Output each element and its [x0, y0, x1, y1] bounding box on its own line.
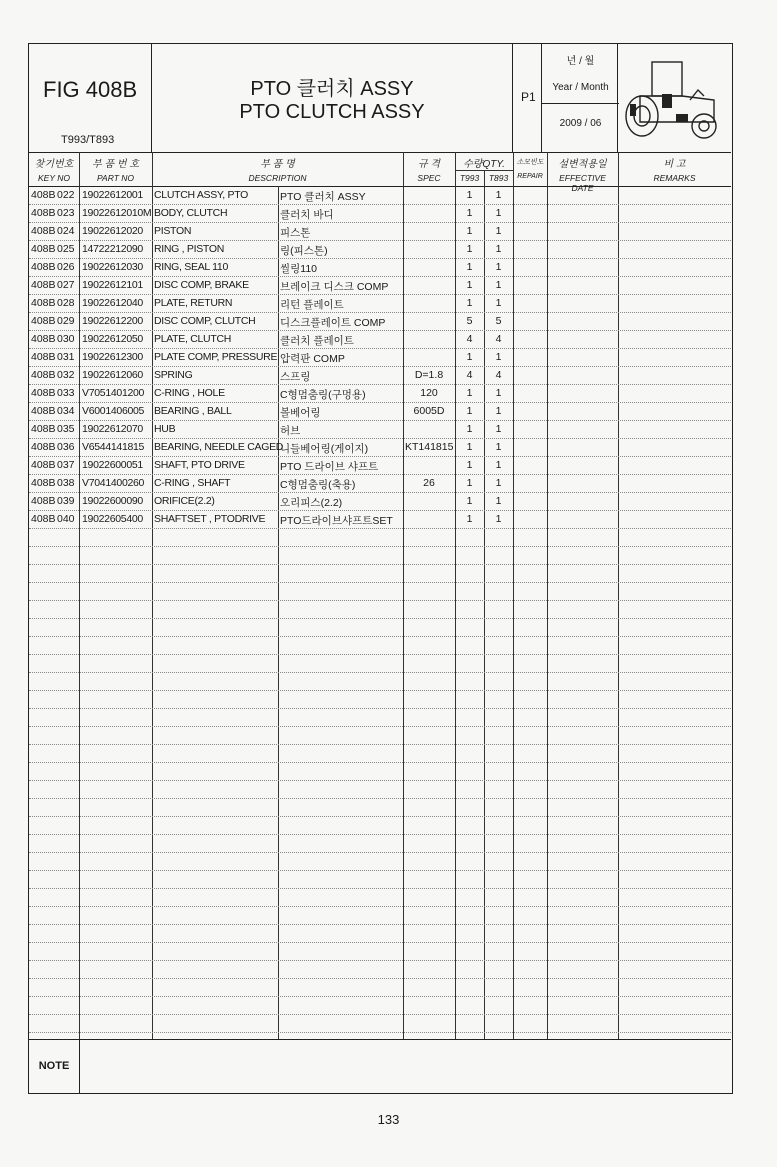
row-rule	[29, 1032, 731, 1033]
cell-key: 022	[57, 189, 75, 201]
cell-key: 036	[57, 441, 75, 453]
col-effective	[547, 152, 618, 193]
cell-fig: 408B	[31, 387, 56, 399]
cell-fig: 408B	[31, 495, 56, 507]
cell-desc: PLATE COMP, PRESSURE	[154, 351, 278, 363]
cell-q1: 1	[466, 297, 473, 309]
parts-sheet	[28, 43, 733, 1094]
cell-q1: 1	[466, 459, 473, 471]
row-rule	[29, 636, 731, 637]
row-rule	[29, 654, 731, 655]
cell-part: V6544141815	[82, 441, 145, 453]
row-rule	[29, 726, 731, 727]
date-value: 2009 / 06	[559, 118, 602, 129]
cell-desc-ko: 볼베어링	[280, 407, 321, 419]
cell-desc-ko: 리턴 플레이트	[280, 299, 344, 311]
column-headers	[29, 152, 731, 193]
cell-q1: 1	[466, 405, 473, 417]
table-row	[29, 402, 731, 420]
cell-desc: DISC COMP, BRAKE	[154, 279, 249, 291]
cell-key: 030	[57, 333, 75, 345]
cell-q1: 1	[466, 423, 473, 435]
cell-q2: 1	[495, 297, 502, 309]
row-rule	[29, 798, 731, 799]
cell-key: 033	[57, 387, 75, 399]
row-rule	[29, 618, 731, 619]
col-key	[29, 152, 79, 186]
cell-q2: 1	[495, 459, 502, 471]
row-rule	[29, 744, 731, 745]
cell-q1: 1	[466, 351, 473, 363]
cell-desc: RING , PISTON	[154, 243, 225, 255]
cell-q2: 1	[495, 387, 502, 399]
cell-desc: ORIFICE(2.2)	[154, 495, 215, 507]
table-row	[29, 510, 731, 528]
cell-key: 023	[57, 207, 75, 219]
cell-q2: 1	[495, 189, 502, 201]
cell-part: 19022612060	[82, 369, 143, 381]
cell-desc-ko: 클러치 플레이트	[280, 335, 354, 347]
cell-q1: 1	[466, 207, 473, 219]
row-rule	[29, 1014, 731, 1015]
cell-desc: SHAFT, PTO DRIVE	[154, 459, 245, 471]
cell-part: 19022600090	[82, 495, 143, 507]
table-row	[29, 456, 731, 474]
col-qty-t993: T993	[459, 173, 480, 183]
col-qty-t893: T893	[488, 173, 509, 183]
cell-fig: 408B	[31, 441, 56, 453]
cell-key: 029	[57, 315, 75, 327]
table-row	[29, 240, 731, 258]
cell-q1: 1	[466, 189, 473, 201]
cell-part: 19022605400	[82, 513, 143, 525]
cell-desc: PLATE, CLUTCH	[154, 333, 232, 345]
table-row	[29, 276, 731, 294]
page-date-box	[513, 44, 618, 152]
cell-desc: CLUTCH ASSY, PTO	[154, 189, 249, 201]
col-repair	[513, 152, 547, 186]
cell-desc-ko: PTO 클러치 ASSY	[280, 191, 366, 203]
cell-fig: 408B	[31, 207, 56, 219]
cell-desc: PLATE, RETURN	[154, 297, 233, 309]
table-row	[29, 222, 731, 240]
cell-q2: 1	[495, 207, 502, 219]
table-row	[29, 420, 731, 438]
col-remarks-ko: 비 고	[663, 159, 686, 170]
cell-part: 19022612101	[82, 279, 143, 291]
cell-q1: 1	[466, 477, 473, 489]
col-effective-en: EFFECTIVE DATE	[559, 173, 606, 193]
row-rule	[29, 762, 731, 763]
cell-desc: C-RING , HOLE	[154, 387, 225, 399]
cell-q1: 1	[466, 495, 473, 507]
row-rule	[29, 780, 731, 781]
table-row	[29, 492, 731, 510]
cell-q2: 4	[495, 369, 502, 381]
cell-fig: 408B	[31, 405, 56, 417]
cell-key: 031	[57, 351, 75, 363]
cell-part: V6001406005	[82, 405, 145, 417]
cell-desc-ko: 니들베어링(게이지)	[280, 443, 369, 455]
col-repair-ko: 소모빈도	[516, 159, 544, 166]
col-remarks	[618, 152, 731, 186]
cell-desc-ko: 스프링	[280, 371, 311, 383]
cell-fig: 408B	[31, 279, 56, 291]
cell-part: 19022600051	[82, 459, 143, 471]
cell-part: 19022612050	[82, 333, 143, 345]
cell-desc: C-RING , SHAFT	[154, 477, 231, 489]
cell-desc: SHAFTSET , PTODRIVE	[154, 513, 266, 525]
cell-desc: SPRING	[154, 369, 193, 381]
cell-part: 19022612300	[82, 351, 143, 363]
cell-part: 14722212090	[82, 243, 143, 255]
date-label-english: Year / Month	[552, 82, 609, 93]
figure-box	[29, 44, 152, 152]
cell-key: 040	[57, 513, 75, 525]
cell-key: 026	[57, 261, 75, 273]
cell-spec: 26	[423, 477, 435, 489]
cell-key: 037	[57, 459, 75, 471]
cell-desc-ko: C형멈춤링(축용)	[280, 479, 356, 491]
table-row	[29, 384, 731, 402]
tractor-illustration	[618, 44, 731, 152]
cell-fig: 408B	[31, 513, 56, 525]
col-part-en: PART NO	[97, 173, 134, 183]
cell-q1: 4	[466, 333, 473, 345]
row-rule	[29, 528, 731, 529]
cell-q2: 1	[495, 279, 502, 291]
cell-q1: 1	[466, 279, 473, 291]
date-label-korean: 년 / 월	[566, 56, 595, 67]
title-korean: PTO 클러치 ASSY	[250, 78, 414, 100]
table-row	[29, 294, 731, 312]
cell-q2: 1	[495, 261, 502, 273]
cell-desc: HUB	[154, 423, 176, 435]
cell-part: 19022612020	[82, 225, 143, 237]
cell-fig: 408B	[31, 477, 56, 489]
cell-desc: BODY, CLUTCH	[154, 207, 228, 219]
page-number: 133	[377, 1112, 400, 1127]
cell-spec: 6005D	[413, 405, 445, 417]
table-row	[29, 186, 731, 204]
row-rule	[29, 564, 731, 565]
row-rule	[29, 582, 731, 583]
cell-desc-ko: 디스크플레이트 COMP	[280, 317, 386, 329]
title-box	[152, 44, 513, 152]
col-part-ko: 부 품 번 호	[92, 159, 139, 170]
cell-part: 19022612070	[82, 423, 143, 435]
row-rule	[29, 888, 731, 889]
cell-key: 035	[57, 423, 75, 435]
note-label: NOTE	[29, 1040, 80, 1093]
cell-part: 19022612001	[82, 189, 143, 201]
tractor-icon	[618, 44, 731, 152]
cell-fig: 408B	[31, 243, 56, 255]
table-row	[29, 330, 731, 348]
col-effective-ko: 설변적용일	[558, 159, 607, 170]
table-row	[29, 204, 731, 222]
cell-desc: PISTON	[154, 225, 192, 237]
cell-part: 19022612040	[82, 297, 143, 309]
cell-fig: 408B	[31, 351, 56, 363]
figure-number: FIG 408B	[43, 77, 138, 102]
cell-q1: 4	[466, 369, 473, 381]
cell-desc-ko: 허브	[280, 425, 301, 437]
cell-part: 19022612200	[82, 315, 143, 327]
cell-key: 028	[57, 297, 75, 309]
cell-desc-ko: 오리피스(2.2)	[280, 497, 343, 509]
row-rule	[29, 708, 731, 709]
cell-desc-ko: 링(피스톤)	[280, 245, 328, 257]
cell-desc-ko: 클러치 바디	[280, 209, 334, 221]
cell-q2: 1	[495, 441, 502, 453]
cell-fig: 408B	[31, 423, 56, 435]
col-repair-en: REPAIR	[517, 173, 543, 180]
cell-desc: BEARING , BALL	[154, 405, 232, 417]
row-rule	[29, 546, 731, 547]
row-rule	[29, 816, 731, 817]
row-rule	[29, 870, 731, 871]
cell-spec: D=1.8	[414, 369, 444, 381]
row-rule	[29, 690, 731, 691]
cell-desc: DISC COMP, CLUTCH	[154, 315, 256, 327]
table-row	[29, 348, 731, 366]
col-spec	[403, 152, 455, 186]
col-desc-ko: 부 품 명	[260, 159, 295, 170]
cell-desc: RING, SEAL 110	[154, 261, 229, 273]
cell-fig: 408B	[31, 225, 56, 237]
table-row	[29, 366, 731, 384]
cell-fig: 408B	[31, 459, 56, 471]
cell-q2: 1	[495, 423, 502, 435]
row-rule	[29, 906, 731, 907]
row-rule	[29, 600, 731, 601]
col-desc-en: DESCRIPTION	[248, 173, 307, 183]
col-spec-ko: 규 격	[417, 159, 441, 170]
sheet-header	[29, 44, 731, 153]
row-rule	[29, 924, 731, 925]
col-spec-en: SPEC	[417, 173, 441, 183]
cell-q2: 1	[495, 243, 502, 255]
col-desc	[152, 152, 403, 186]
cell-desc-ko: 압력판 COMP	[280, 353, 345, 365]
cell-fig: 408B	[31, 189, 56, 201]
row-rule	[29, 834, 731, 835]
cell-q1: 1	[466, 441, 473, 453]
cell-q2: 1	[495, 495, 502, 507]
col-qty-ko: 수량QTY.	[463, 159, 505, 170]
row-rule	[29, 978, 731, 979]
cell-q1: 1	[466, 225, 473, 237]
cell-fig: 408B	[31, 261, 56, 273]
cell-q2: 1	[495, 225, 502, 237]
table-row	[29, 258, 731, 276]
row-rule	[29, 996, 731, 997]
cell-spec: 120	[420, 387, 438, 399]
cell-desc-ko: C형멈춤링(구멍용)	[280, 389, 366, 401]
row-rule	[29, 960, 731, 961]
cell-q2: 1	[495, 513, 502, 525]
cell-key: 025	[57, 243, 75, 255]
cell-key: 027	[57, 279, 75, 291]
cell-desc-ko: 브레이크 디스크 COMP	[280, 281, 389, 293]
note-area	[29, 1039, 731, 1096]
title-english: PTO CLUTCH ASSY	[239, 101, 425, 123]
table-row	[29, 438, 731, 456]
cell-spec: KT141815	[405, 441, 454, 453]
date-box	[541, 44, 619, 152]
cell-q2: 5	[495, 315, 502, 327]
cell-part: 19022612030	[82, 261, 143, 273]
cell-desc-ko: 피스톤	[280, 227, 311, 239]
cell-fig: 408B	[31, 297, 56, 309]
cell-q1: 1	[466, 513, 473, 525]
table-row	[29, 312, 731, 330]
cell-key: 032	[57, 369, 75, 381]
row-rule	[29, 942, 731, 943]
cell-part: V7041400260	[82, 477, 145, 489]
cell-key: 024	[57, 225, 75, 237]
cell-q2: 1	[495, 405, 502, 417]
cell-desc: BEARING, NEEDLE CAGED	[154, 441, 284, 453]
cell-q1: 5	[466, 315, 473, 327]
cell-q1: 1	[466, 387, 473, 399]
page-label: P1	[521, 90, 536, 104]
row-rule	[29, 852, 731, 853]
cell-q1: 1	[466, 261, 473, 273]
cell-q2: 1	[495, 477, 502, 489]
cell-desc-ko: PTO드라이브샤프트SET	[280, 515, 393, 527]
col-remarks-en: REMARKS	[653, 173, 696, 183]
cell-q1: 1	[466, 243, 473, 255]
table-row	[29, 474, 731, 492]
date-divider	[542, 103, 619, 104]
cell-key: 038	[57, 477, 75, 489]
cell-desc-ko: PTO 드라이브 샤프트	[280, 461, 379, 473]
cell-fig: 408B	[31, 315, 56, 327]
row-rule	[29, 672, 731, 673]
col-key-en: KEY NO	[38, 173, 70, 183]
col-part	[79, 152, 152, 186]
cell-fig: 408B	[31, 333, 56, 345]
cell-q2: 4	[495, 333, 502, 345]
cell-desc-ko: 씰링110	[280, 263, 318, 275]
cell-q2: 1	[495, 351, 502, 363]
cell-part: 19022612010M	[82, 207, 152, 219]
cell-fig: 408B	[31, 369, 56, 381]
cell-key: 034	[57, 405, 75, 417]
model-label: T993/T893	[61, 134, 115, 146]
col-key-ko: 찾기번호	[34, 159, 74, 170]
cell-part: V7051401200	[82, 387, 145, 399]
cell-key: 039	[57, 495, 75, 507]
